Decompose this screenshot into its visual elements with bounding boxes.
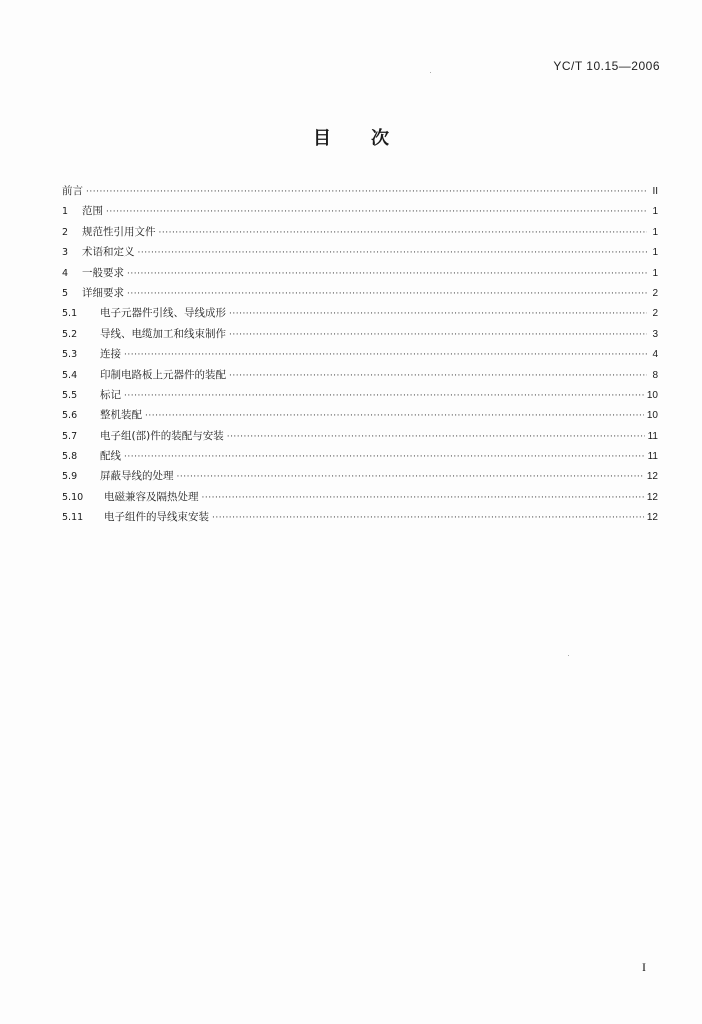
toc-leader-dots [229, 325, 647, 345]
toc-entry [62, 344, 658, 364]
toc-entry [62, 222, 658, 242]
toc-entry-page: 10 [646, 410, 658, 422]
toc-entry-label: 电子组(部)件的装配与安装 [100, 429, 224, 442]
toc-entry-page: 1 [652, 226, 658, 238]
toc-entry-number: 4 [62, 267, 69, 279]
toc-entry [62, 426, 658, 446]
toc-entry [62, 507, 658, 527]
toc-entry-label: 导线、电缆加工和线束制作 [100, 327, 226, 340]
toc-entry-number: 5.8 [62, 451, 78, 463]
toc-entry-number: 5.4 [62, 369, 78, 381]
toc-leader-dots [212, 508, 644, 528]
toc-entry-page: 12 [646, 471, 658, 483]
toc-entry-label: 整机装配 [100, 409, 142, 422]
toc-leader-dots [106, 202, 647, 222]
toc-entry-label: 标记 [100, 388, 121, 401]
toc-entry-page: 4 [652, 349, 658, 361]
toc-entry-page: II [652, 186, 658, 197]
standard-code: YC/T 10.15—2006 [553, 59, 660, 73]
toc-entry [62, 324, 658, 344]
page-number: I [642, 960, 646, 974]
toc-leader-dots [138, 243, 648, 263]
toc-entry-number: 1 [62, 206, 69, 218]
toc-entry-label: 术语和定义 [82, 246, 135, 259]
toc-entry-page: 3 [652, 328, 658, 340]
toc-entry-label: 前言 [62, 185, 83, 197]
toc-entry-number: 5.9 [62, 471, 78, 483]
toc-entry [62, 242, 658, 262]
toc-entry-page: 12 [646, 512, 658, 524]
toc-entry-number: 5 [62, 287, 69, 299]
toc-entry [62, 385, 658, 405]
toc-entry-label: 印制电路板上元器件的装配 [100, 368, 226, 381]
toc-entry-page: 1 [652, 267, 658, 279]
toc-leader-dots [229, 304, 647, 324]
toc-leader-dots [124, 386, 644, 406]
toc-entry [62, 405, 658, 425]
toc-leader-dots [202, 488, 644, 508]
toc-leader-dots [159, 223, 648, 243]
toc-entry [62, 201, 658, 221]
toc-entry-number: 5.11 [62, 512, 84, 524]
toc-leader-dots [227, 427, 645, 447]
toc-entry [62, 466, 658, 486]
toc-entry-number: 2 [62, 226, 69, 238]
toc-entry-page: 2 [652, 287, 658, 299]
toc-entry-number: 5.2 [62, 328, 78, 340]
toc-entry-number: 5.6 [62, 410, 78, 422]
title-char-1: 目 [313, 128, 331, 149]
toc-entry-page: 1 [652, 206, 658, 218]
toc-entry-page: 1 [652, 247, 658, 259]
toc-entry-number: 5.3 [62, 349, 78, 361]
toc-entry-page: 11 [647, 430, 658, 442]
toc-entry-label: 连接 [100, 348, 121, 361]
toc-leader-dots [229, 366, 647, 386]
toc-entry-label: 屏蔽导线的处理 [100, 470, 174, 483]
toc-entry [62, 181, 658, 201]
toc-entry-label: 范围 [82, 205, 103, 218]
toc-leader-dots [124, 447, 645, 467]
toc-entry-number: 5.7 [62, 430, 78, 442]
toc-leader-dots [86, 182, 647, 202]
toc-entry-label: 电磁兼容及隔热处理 [104, 490, 199, 503]
toc-entry-page: 11 [647, 451, 658, 463]
toc-entry-page: 2 [652, 308, 658, 320]
toc-leader-dots [145, 406, 644, 426]
toc-leader-dots [127, 284, 647, 304]
toc-entry-number: 3 [62, 247, 69, 259]
page-title [0, 124, 702, 150]
table-of-contents [62, 181, 658, 528]
scan-speck [430, 72, 431, 73]
toc-entry-label: 电子组件的导线束安装 [104, 511, 209, 524]
toc-entry-label: 详细要求 [82, 286, 124, 299]
toc-entry-number: 5.10 [62, 491, 84, 503]
title-char-2: 次 [371, 128, 389, 149]
toc-leader-dots [177, 467, 644, 487]
toc-entry-page: 10 [646, 389, 658, 401]
toc-entry-label: 规范性引用文件 [82, 225, 156, 238]
toc-entry [62, 263, 658, 283]
toc-entry [62, 283, 658, 303]
toc-entry [62, 446, 658, 466]
toc-entry-number: 5.1 [62, 308, 78, 320]
toc-entry-label: 一般要求 [82, 266, 124, 279]
toc-entry-number: 5.5 [62, 389, 78, 401]
toc-leader-dots [127, 264, 647, 284]
toc-entry [62, 303, 658, 323]
toc-entry-label: 配线 [100, 450, 121, 463]
scan-speck [568, 655, 569, 656]
toc-entry [62, 365, 658, 385]
toc-entry-page: 12 [646, 491, 658, 503]
toc-leader-dots [124, 345, 647, 365]
toc-entry-page: 8 [652, 369, 658, 381]
toc-entry-label: 电子元器件引线、导线成形 [100, 307, 226, 320]
toc-entry [62, 487, 658, 507]
